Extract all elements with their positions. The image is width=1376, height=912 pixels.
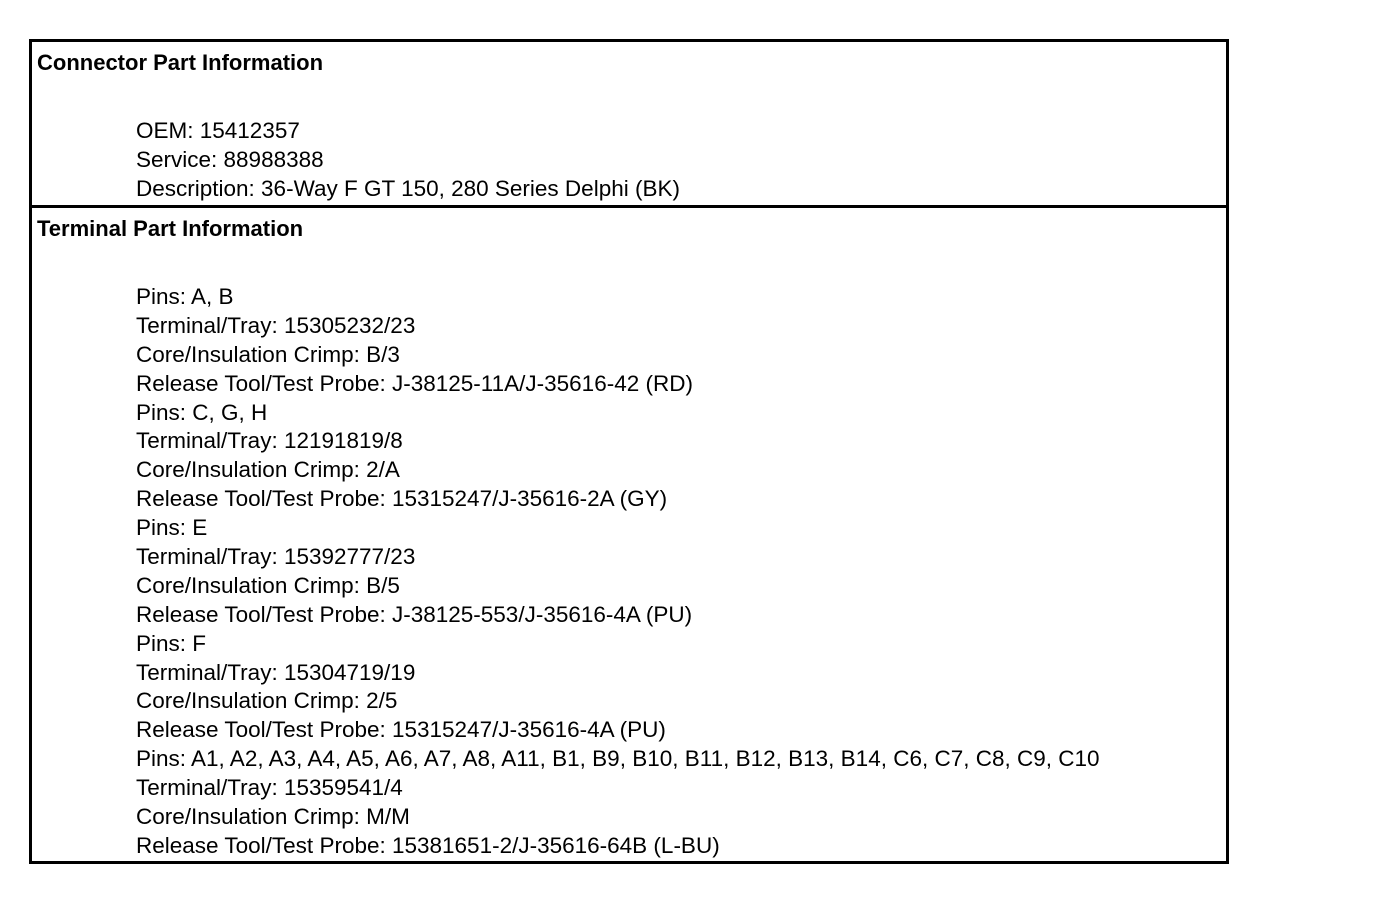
connector-section-title: Connector Part Information (37, 50, 324, 75)
terminal-info-line: Release Tool/Test Probe: 15381651-2/J-35616-64B (L-BU) (136, 832, 720, 858)
terminal-info-line: Release Tool/Test Probe: 15315247/J-35616-4A (PU) (136, 717, 666, 743)
terminal-info-line: Terminal/Tray: 15305232/23 (136, 312, 416, 338)
connector-info-line: Service: 88988388 (136, 146, 324, 172)
terminal-info-line: Pins: C, G, H (136, 399, 268, 425)
connector-part-section (32, 42, 1226, 208)
terminal-info-line: Core/Insulation Crimp: B/5 (136, 572, 400, 598)
terminal-info-line: Core/Insulation Crimp: M/M (136, 804, 410, 830)
terminal-section-title: Terminal Part Information (37, 216, 304, 241)
connector-info-line: Description: 36-Way F GT 150, 280 Series Delphi (BK) (136, 175, 680, 201)
terminal-info-line: Release Tool/Test Probe: 15315247/J-35616-2A (GY) (136, 486, 668, 512)
terminal-info-line: Pins: A, B (136, 284, 234, 309)
terminal-info-line: Pins: F (136, 630, 207, 656)
connector-info-line: OEM: 15412357 (136, 118, 300, 143)
terminal-info-line: Core/Insulation Crimp: 2/5 (136, 688, 398, 714)
terminal-info-line: Release Tool/Test Probe: J-38125-11A/J-35616-42 (RD) (136, 370, 693, 396)
terminal-info-line: Terminal/Tray: 15359541/4 (136, 775, 403, 801)
terminal-info-line: Terminal/Tray: 12191819/8 (136, 428, 403, 454)
connector-info-list (136, 117, 680, 204)
terminal-info-line: Pins: E (136, 515, 208, 541)
terminal-part-section (32, 208, 1226, 861)
terminal-info-line: Pins: A1, A2, A3, A4, A5, A6, A7, A8, A11, B1, B9, B10, B11, B12, B13, B14, C6, C7, C8, C9, C10 (136, 746, 1100, 772)
terminal-info-line: Core/Insulation Crimp: B/3 (136, 341, 400, 367)
terminal-info-list (136, 283, 1100, 861)
terminal-info-line: Core/Insulation Crimp: 2/A (136, 457, 400, 483)
terminal-info-line: Terminal/Tray: 15304719/19 (136, 659, 416, 685)
terminal-info-line: Terminal/Tray: 15392777/23 (136, 544, 416, 570)
part-information-table (29, 39, 1229, 864)
terminal-info-line: Release Tool/Test Probe: J-38125-553/J-35616-4A (PU) (136, 601, 693, 627)
